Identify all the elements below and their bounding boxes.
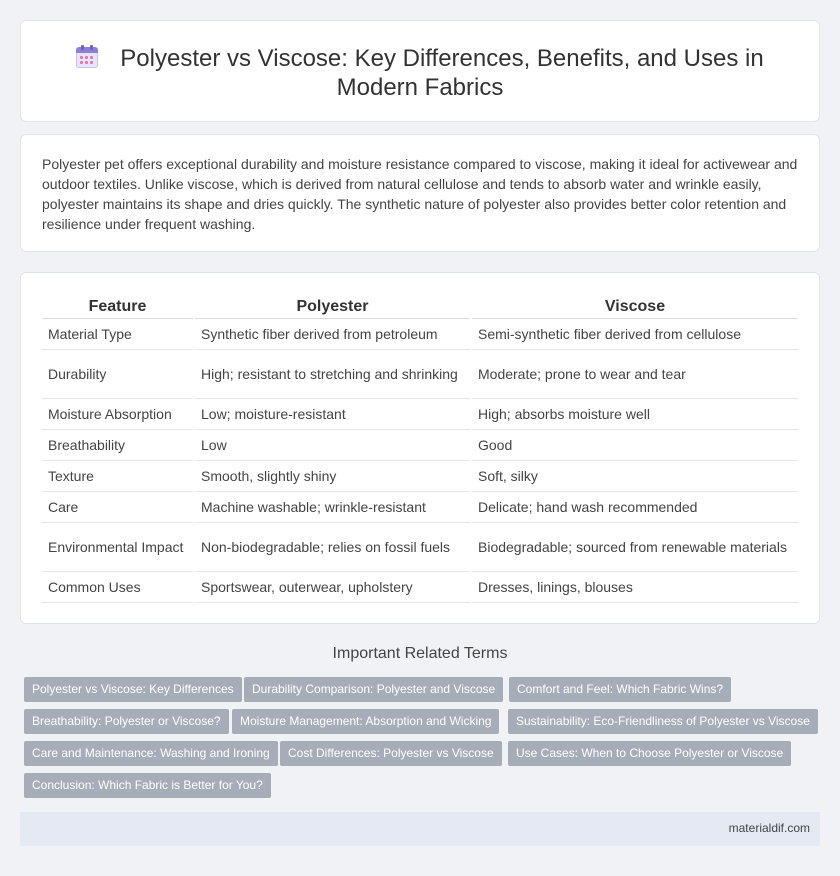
related-tag[interactable]: Use Cases: When to Choose Polyester or Viscose: [508, 741, 791, 766]
cell-viscose: Soft, silky: [471, 460, 798, 491]
footer-site-link[interactable]: materialdif.com: [728, 821, 810, 835]
related-tag[interactable]: Care and Maintenance: Washing and Ironing: [24, 741, 278, 766]
table-row: [42, 491, 798, 522]
cell-polyester: Machine washable; wrinkle-resistant: [194, 491, 471, 522]
table-row: [42, 398, 798, 429]
comparison-table-card: [20, 272, 820, 624]
cell-feature: Texture: [42, 460, 194, 491]
cell-viscose: Delicate; hand wash recommended: [471, 491, 798, 522]
cell-polyester: Synthetic fiber derived from petroleum: [194, 318, 471, 349]
cell-viscose: High; absorbs moisture well: [471, 398, 798, 429]
intro-card: [20, 134, 820, 252]
cell-polyester: Low: [194, 429, 471, 460]
related-tag[interactable]: Sustainability: Eco-Friendliness of Polyester vs Viscose: [508, 709, 818, 734]
table-row: [42, 571, 798, 602]
cell-feature: Material Type: [42, 318, 194, 349]
intro-paragraph: Polyester pet offers exceptional durability and moisture resistance compared to viscose, making it ideal for activewear and outdoor textiles. Unlike viscose, which is derived from natural cellulose and tends to absorb water and wrinkle easily, polyester maintains its shape and dries quickly. The synthetic nature of polyester also provides better color retention and resilience under frequent washing.: [42, 156, 798, 232]
cell-feature: Common Uses: [42, 571, 194, 602]
header-feature: Feature: [42, 296, 194, 318]
related-tag[interactable]: Comfort and Feel: Which Fabric Wins?: [509, 677, 731, 702]
related-terms-title: Important Related Terms: [332, 645, 508, 662]
table-row: [42, 522, 798, 571]
header-viscose: Viscose: [471, 296, 798, 318]
table-row: [42, 460, 798, 491]
related-tag[interactable]: Polyester vs Viscose: Key Differences: [24, 677, 242, 702]
cell-polyester: Sportswear, outerwear, upholstery: [194, 571, 471, 602]
table-row: [42, 318, 798, 349]
table-row: [42, 429, 798, 460]
cell-feature: Breathability: [42, 429, 194, 460]
comparison-table: [42, 296, 798, 603]
calendar-icon: [76, 45, 98, 69]
cell-viscose: Moderate; prone to wear and tear: [471, 349, 798, 398]
table-row: [42, 349, 798, 398]
related-tag[interactable]: Durability Comparison: Polyester and Viscose: [244, 677, 503, 702]
header-card: [20, 20, 820, 122]
cell-polyester: Non-biodegradable; relies on fossil fuels: [194, 522, 471, 571]
cell-polyester: High; resistant to stretching and shrinking: [194, 349, 471, 398]
page-title-line-1: Polyester vs Viscose: Key Differences, Benefits, and Uses in: [120, 45, 764, 72]
footer-bar: [20, 812, 820, 846]
cell-feature: Durability: [42, 349, 194, 398]
related-tag[interactable]: Breathability: Polyester or Viscose?: [24, 709, 229, 734]
cell-viscose: Semi-synthetic fiber derived from cellulose: [471, 318, 798, 349]
cell-viscose: Dresses, linings, blouses: [471, 571, 798, 602]
cell-polyester: Low; moisture-resistant: [194, 398, 471, 429]
cell-feature: Environmental Impact: [42, 522, 194, 571]
related-tag[interactable]: Moisture Management: Absorption and Wicking: [232, 709, 499, 734]
cell-polyester: Smooth, slightly shiny: [194, 460, 471, 491]
related-tag[interactable]: Conclusion: Which Fabric is Better for You?: [24, 773, 271, 798]
cell-feature: Care: [42, 491, 194, 522]
cell-feature: Moisture Absorption: [42, 398, 194, 429]
page-title-wrap: [21, 44, 819, 102]
cell-viscose: Good: [471, 429, 798, 460]
related-tag[interactable]: Cost Differences: Polyester vs Viscose: [280, 741, 502, 766]
cell-viscose: Biodegradable; sourced from renewable materials: [471, 522, 798, 571]
header-polyester: Polyester: [194, 296, 471, 318]
table-header-row: [42, 296, 798, 318]
page-title-line-2: Modern Fabrics: [336, 74, 504, 101]
